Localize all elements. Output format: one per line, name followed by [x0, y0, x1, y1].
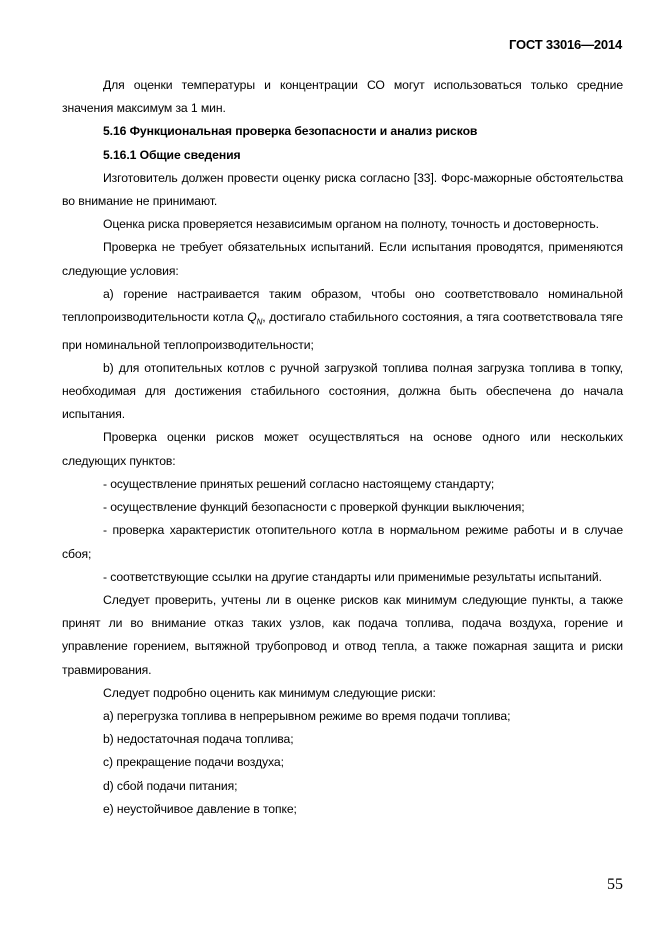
- paragraph: Оценка риска проверяется независимым органом на полноту, точность и достоверность.: [103, 217, 599, 232]
- list-item: - осуществление принятых решений согласно настоящему стандарту;: [103, 476, 495, 491]
- list-item: [62, 283, 623, 357]
- page-number: 55: [607, 876, 623, 893]
- paragraph: Проверка не требует обязательных испытаний. Если испытания проводятся, применяются следующие условия:: [62, 240, 623, 278]
- paragraph: Изготовитель должен провести оценку риска согласно [33]. Форс-мажорные обстоятельства во внимание не принимают.: [62, 170, 623, 209]
- list-item: b) недостаточная подача топлива;: [103, 732, 294, 747]
- rated-output-symbol: $Q_N$: [247, 310, 263, 327]
- list-item: e) неустойчивое давление в топке;: [103, 801, 297, 816]
- paragraph: Для оценки температуры и концентрации СО могут использоваться только средние значения максимум за 1 мин.: [62, 78, 623, 116]
- list-item-text-continued: , достигало стабильного состояния, а тяга соответствовала тяге при номинальной теплопроизводительности;: [62, 310, 623, 352]
- list-item: b) для отопительных котлов с ручной загрузкой топлива полная загрузка топлива в топку, необходимая для достижения стабильного состояния, должна быть обеспечена до начала испытания.: [62, 360, 623, 422]
- list-item: - проверка характеристик отопительного котла в нормальном режиме работы и в случае сбоя;: [62, 523, 623, 561]
- document-code-header: ГОСТ 33016—2014: [509, 37, 622, 52]
- section-heading: 5.16 Функциональная проверка безопасности и анализ рисков: [103, 124, 478, 139]
- document-body: [62, 74, 623, 821]
- paragraph: Проверка оценки рисков может осуществляться на основе одного или нескольких следующих пунктов:: [62, 430, 623, 468]
- list-item: d) сбой подачи питания;: [103, 778, 238, 793]
- list-item: - осуществление функций безопасности с проверкой функции выключения;: [103, 500, 525, 515]
- subsection-heading: 5.16.1 Общие сведения: [103, 147, 241, 162]
- list-item-text: a) горение настраивается таким образом, чтобы оно соответствовало номинальной теплопроизводительности котла: [62, 286, 623, 325]
- paragraph: Следует подробно оценить как минимум следующие риски:: [103, 685, 436, 700]
- list-item: a) перегрузка топлива в непрерывном режиме во время подачи топлива;: [103, 708, 511, 723]
- rated-output-subscript: N: [256, 317, 263, 327]
- paragraph: Следует проверить, учтены ли в оценке рисков как минимум следующие пункты, а также принят ли во внимание отказ таких узлов, как подача топлива, подача воздуха, горение и управление горением, вытяжной трубопровод и отвод тепла, а также пожарная защита и риски травмирования.: [62, 592, 623, 677]
- list-item: - соответствующие ссылки на другие стандарты или применимые результаты испытаний.: [103, 569, 602, 584]
- list-item: c) прекращение подачи воздуха;: [103, 755, 284, 770]
